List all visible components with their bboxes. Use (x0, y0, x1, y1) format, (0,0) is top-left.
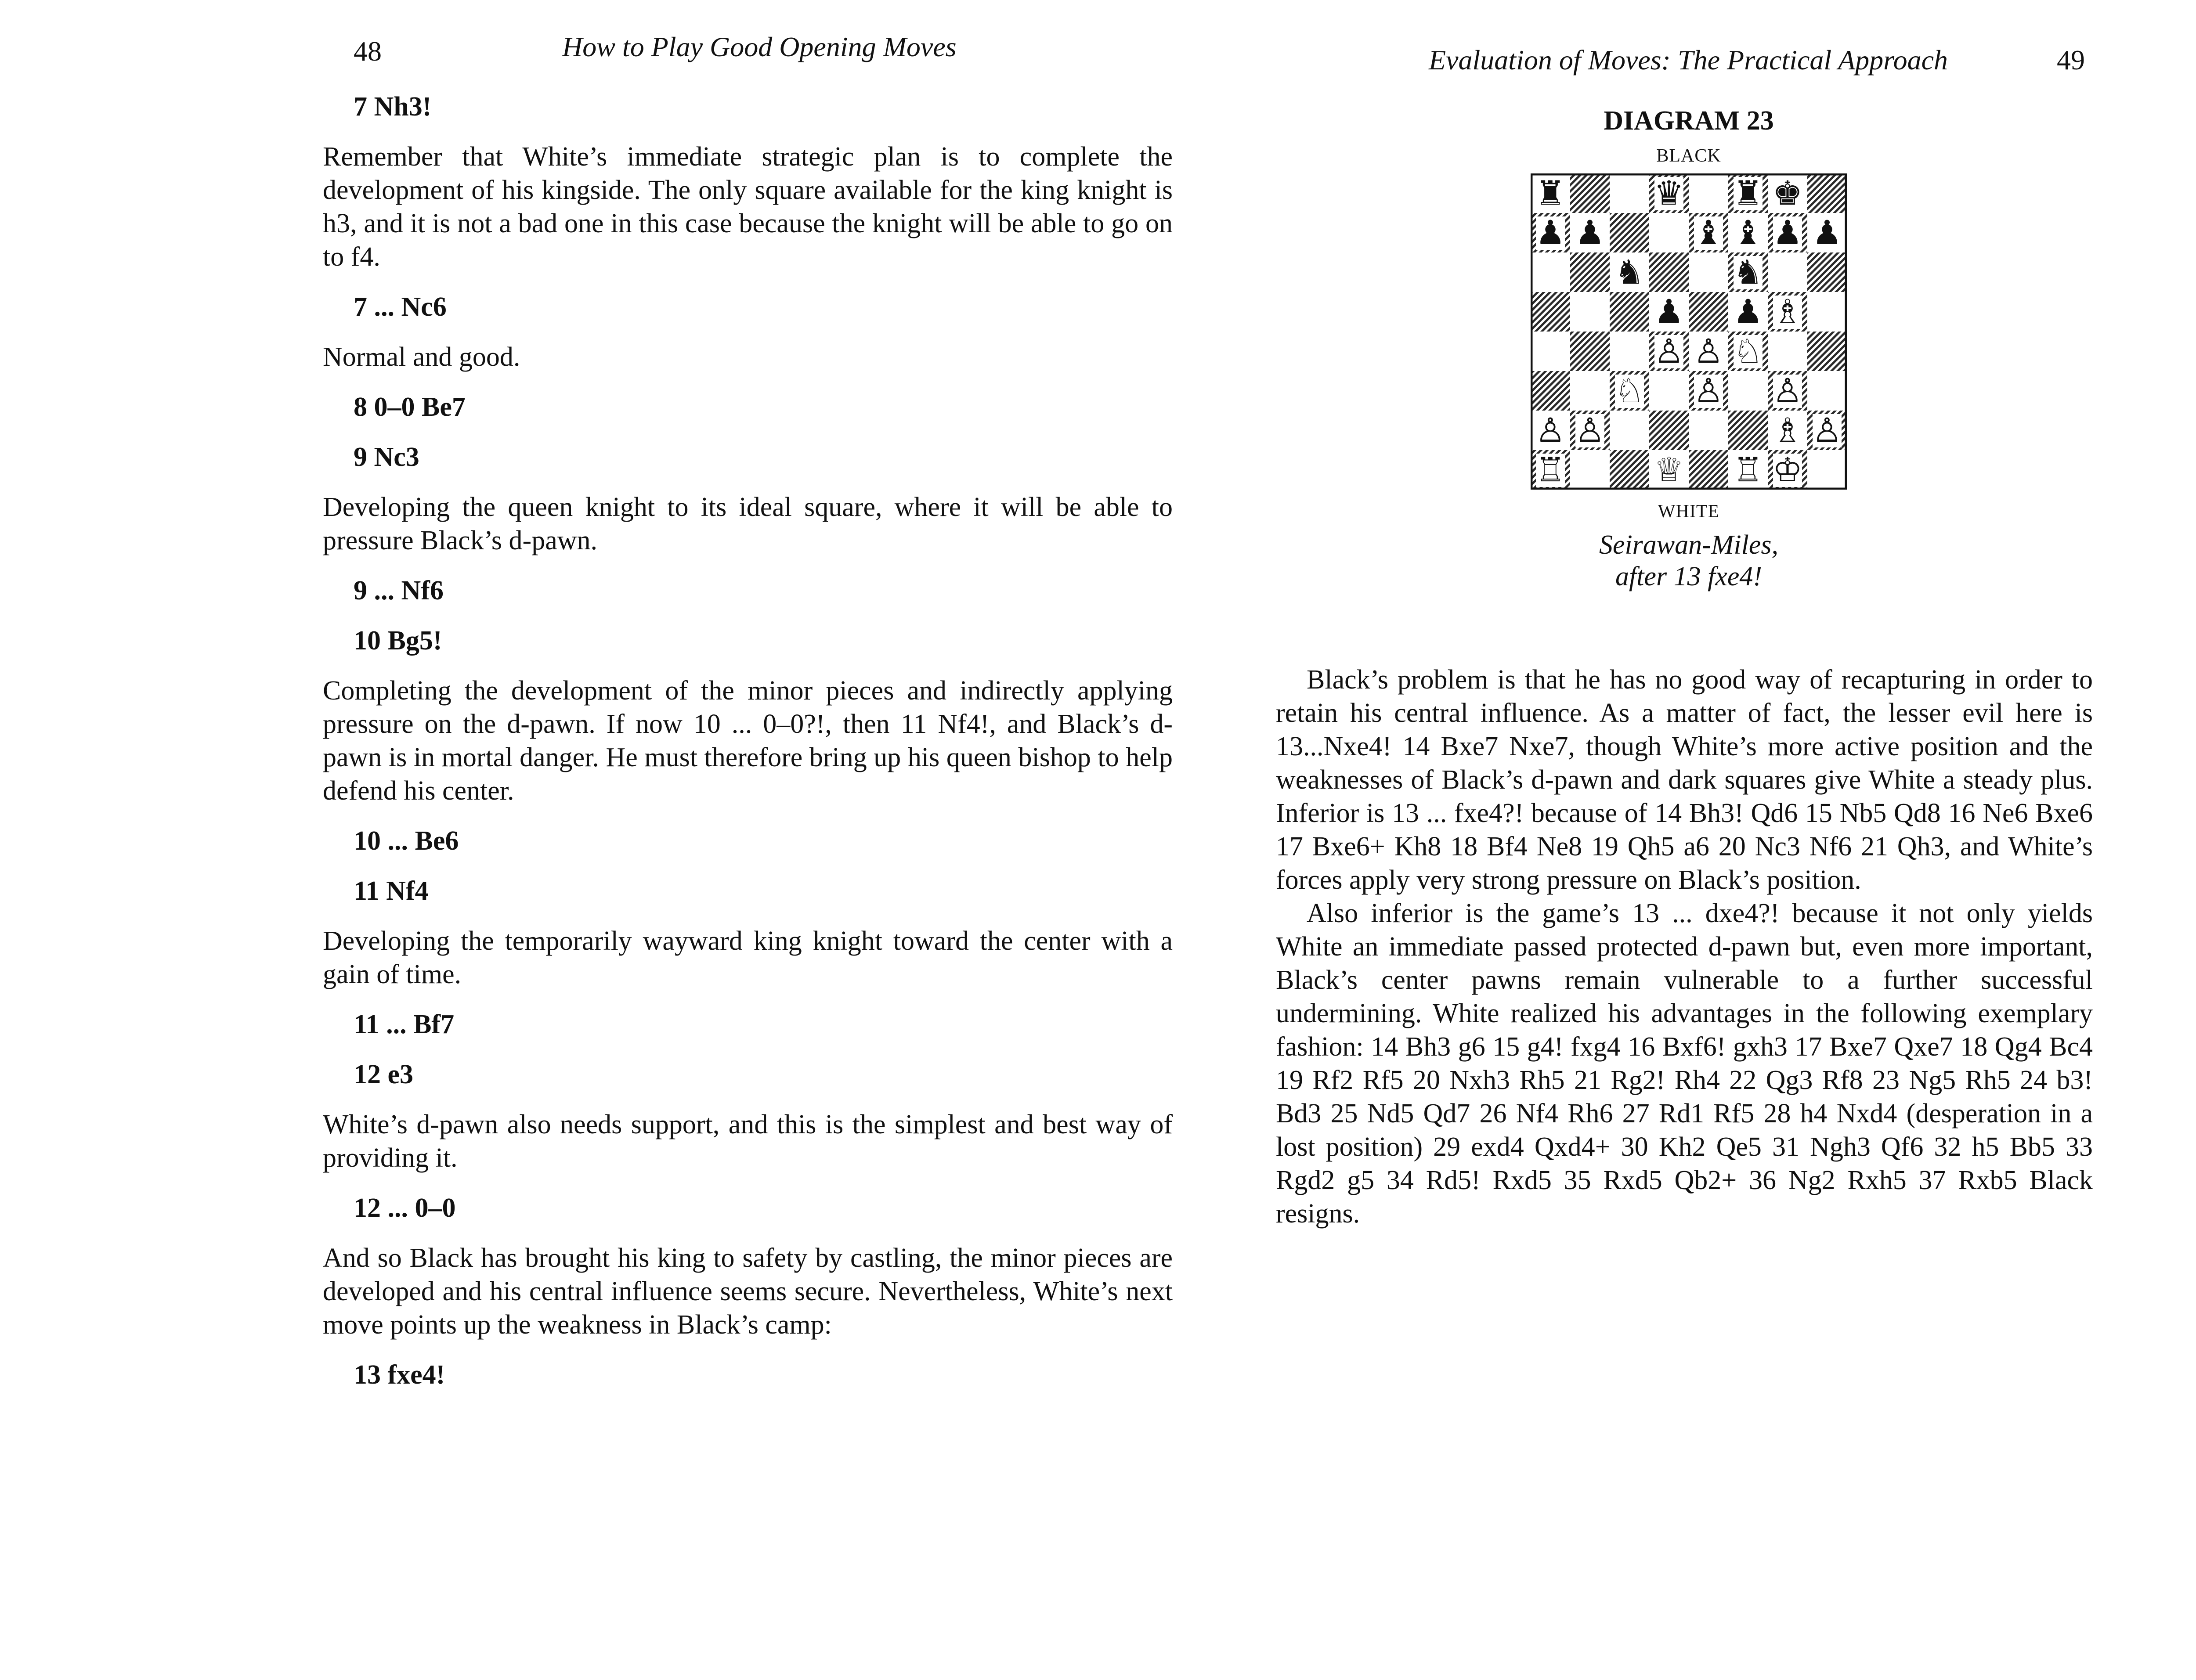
board-square-h4 (1807, 332, 1847, 371)
board-square-h1 (1807, 450, 1847, 490)
diagram-bottom-label: WHITE (1658, 501, 1720, 522)
white-pawn-icon: ♙ (1575, 411, 1605, 450)
black-pawn-icon: ♟ (1535, 213, 1566, 252)
board-square-e2 (1689, 411, 1728, 450)
board-square-g4 (1768, 332, 1807, 371)
move-notation: 12 ... 0–0 (354, 1193, 456, 1223)
move-notation: 7 Nh3! (354, 92, 432, 122)
board-square-b5 (1570, 292, 1610, 332)
diagram-caption-line2: after 13 fxe4! (1615, 562, 1762, 591)
white-rook-icon: ♖ (1733, 450, 1763, 489)
move-notation: 9 Nc3 (354, 442, 419, 472)
black-rook-icon: ♜ (1733, 173, 1763, 213)
body-paragraph: White’s d-pawn also needs support, and this is the simplest and best way of providing it. (323, 1110, 1173, 1173)
black-bishop-icon: ♝ (1693, 213, 1724, 252)
page-number-right: 49 (2057, 44, 2085, 76)
black-pawn-icon: ♟ (1654, 292, 1684, 331)
black-knight-icon: ♞ (1614, 252, 1645, 292)
white-king-icon: ♔ (1772, 450, 1803, 489)
move-notation: 12 e3 (354, 1060, 414, 1089)
move-notation: 11 ... Bf7 (354, 1009, 455, 1039)
black-pawn-icon: ♟ (1812, 213, 1842, 252)
white-bishop-icon: ♗ (1772, 411, 1803, 450)
board-square-h8 (1807, 173, 1847, 213)
board-square-a4 (1531, 332, 1570, 371)
white-queen-icon: ♕ (1654, 450, 1684, 489)
chess-diagram (1467, 103, 1911, 592)
board-square-d6 (1649, 252, 1689, 292)
board-square-e1 (1689, 450, 1728, 490)
black-queen-icon: ♛ (1654, 173, 1684, 213)
board-square-f3 (1728, 371, 1768, 411)
white-pawn-icon: ♙ (1693, 332, 1724, 371)
board-square-h3 (1807, 371, 1847, 411)
board-square-e5 (1689, 292, 1728, 332)
board-square-c7 (1610, 213, 1649, 252)
diagram-caption-line1: Seirawan-Miles, (1599, 530, 1779, 560)
running-head-left: How to Play Good Opening Moves (562, 31, 957, 62)
board-square-c2 (1610, 411, 1649, 450)
move-notation: 10 Bg5! (354, 626, 442, 656)
move-notation: 7 ... Nc6 (354, 292, 447, 322)
body-paragraph: Completing the development of the minor pieces and indirectly applying pressure on the d-pawn. If now 10 ... 0–0?!, then 11 Nf4!, and Black’s d-pawn is in mortal danger. He must therefore bring up his queen bishop to help defend his center. (323, 676, 1173, 806)
running-head-right: Evaluation of Moves: The Practical Approach (1429, 44, 1948, 76)
board-square-d7 (1649, 213, 1689, 252)
black-knight-icon: ♞ (1733, 252, 1763, 292)
board-square-b3 (1570, 371, 1610, 411)
board-square-a3 (1531, 371, 1570, 411)
board-square-e6 (1689, 252, 1728, 292)
white-pawn-icon: ♙ (1535, 411, 1566, 450)
move-notation: 9 ... Nf6 (354, 576, 444, 606)
board-square-d3 (1649, 371, 1689, 411)
board-square-h5 (1807, 292, 1847, 332)
black-king-icon: ♚ (1772, 173, 1803, 213)
left-text-column (323, 90, 1173, 1408)
body-paragraph: Black’s problem is that he has no good way of recapturing in order to retain his central influence. As a matter of fact, the lesser evil here is 13...Nxe4! 14 Bxe7 Nxe7, though White’s more active position and the weaknesses of Black’s d-pawn and dark squares give White a steady plus. Inferior is 13 ... fxe4?! because of 14 Bh3! Qd6 15 Nb5 Qd8 16 Ne6 Bxe6 17 Bxe6+ Kh8 18 Bf4 Ne8 19 Qh5 a6 20 Nc3 Nf6 21 Qh3, and White’s forces apply very strong pressure on Black’s position. (1276, 665, 2093, 895)
page-number-left: 48 (354, 36, 382, 67)
white-knight-icon: ♘ (1614, 371, 1645, 410)
white-knight-icon: ♘ (1733, 332, 1763, 371)
black-pawn-icon: ♟ (1772, 213, 1803, 252)
move-notation: 8 0–0 Be7 (354, 392, 466, 422)
chess-board (1531, 173, 1847, 490)
white-bishop-icon: ♗ (1772, 292, 1803, 331)
move-notation: 11 Nf4 (354, 876, 429, 906)
white-pawn-icon: ♙ (1812, 411, 1842, 450)
move-notation: 10 ... Be6 (354, 826, 459, 856)
board-square-b6 (1570, 252, 1610, 292)
body-paragraph: And so Black has brought his king to safety by castling, the minor pieces are developed and his central influence seems secure. Nevertheless, White’s next move points up the weakness in Black’s camp: (323, 1243, 1173, 1340)
board-square-c4 (1610, 332, 1649, 371)
white-pawn-icon: ♙ (1772, 371, 1803, 410)
board-square-b4 (1570, 332, 1610, 371)
body-paragraph: Developing the temporarily wayward king knight toward the center with a gain of time. (323, 926, 1173, 989)
board-square-c8 (1610, 173, 1649, 213)
board-square-c5 (1610, 292, 1649, 332)
white-pawn-icon: ♙ (1693, 371, 1724, 410)
board-square-a5 (1531, 292, 1570, 332)
black-bishop-icon: ♝ (1733, 213, 1763, 252)
black-rook-icon: ♜ (1535, 173, 1566, 213)
board-square-g6 (1768, 252, 1807, 292)
move-notation: 13 fxe4! (354, 1360, 445, 1390)
body-paragraph: Normal and good. (323, 342, 520, 372)
body-paragraph: Also inferior is the game’s 13 ... dxe4?! because it not only yields White an immediate passed protected d-pawn but, even more important, Black’s center pawns remain vulnerable to a further successful undermining. White realized his advantages in the following exemplary fashion: 14 Bh3 g6 15 g4! fxg4 16 Bxf6! gxh3 17 Bxe7 Qxe7 18 Qg4 Bc4 19 Rf2 Rf5 20 Nxh3 Rh5 21 Rg2! Rh4 22 Qg3 Rf8 23 Ng5 Rh5 24 b3! Bd3 25 Nd5 Qd7 26 Nf4 Rh6 27 Rd1 Rf5 28 h4 Nxd4 (desperation in a lost position) 29 exd4 Qxd4+ 30 Kh2 Qe5 31 Ngh3 Qf6 32 h5 Bb5 33 Rgd2 g5 34 Rd5! Rxd5 35 Rxd5 Qb2+ 36 Ng2 Rxh5 37 Rxb5 Black resigns. (1276, 898, 2093, 1229)
white-pawn-icon: ♙ (1654, 332, 1684, 371)
board-square-h6 (1807, 252, 1847, 292)
body-paragraph: Remember that White’s immediate strategic plan is to complete the development of his kingside. The only square available for the king knight is h3, and it is not a bad one in this case because the knight will be able to go on to f4. (323, 142, 1173, 272)
diagram-title: DIAGRAM 23 (1604, 106, 1774, 136)
white-rook-icon: ♖ (1535, 450, 1566, 489)
board-square-b1 (1570, 450, 1610, 490)
black-pawn-icon: ♟ (1733, 292, 1763, 331)
board-square-b8 (1570, 173, 1610, 213)
right-text-column (1276, 663, 2093, 1230)
diagram-top-label: BLACK (1656, 146, 1721, 166)
board-square-a6 (1531, 252, 1570, 292)
board-square-c1 (1610, 450, 1649, 490)
board-square-d2 (1649, 411, 1689, 450)
body-paragraph: Developing the queen knight to its ideal square, where it will be able to pressure Black’s d-pawn. (323, 492, 1173, 555)
board-square-f2 (1728, 411, 1768, 450)
black-pawn-icon: ♟ (1575, 213, 1605, 252)
board-square-e8 (1689, 173, 1728, 213)
